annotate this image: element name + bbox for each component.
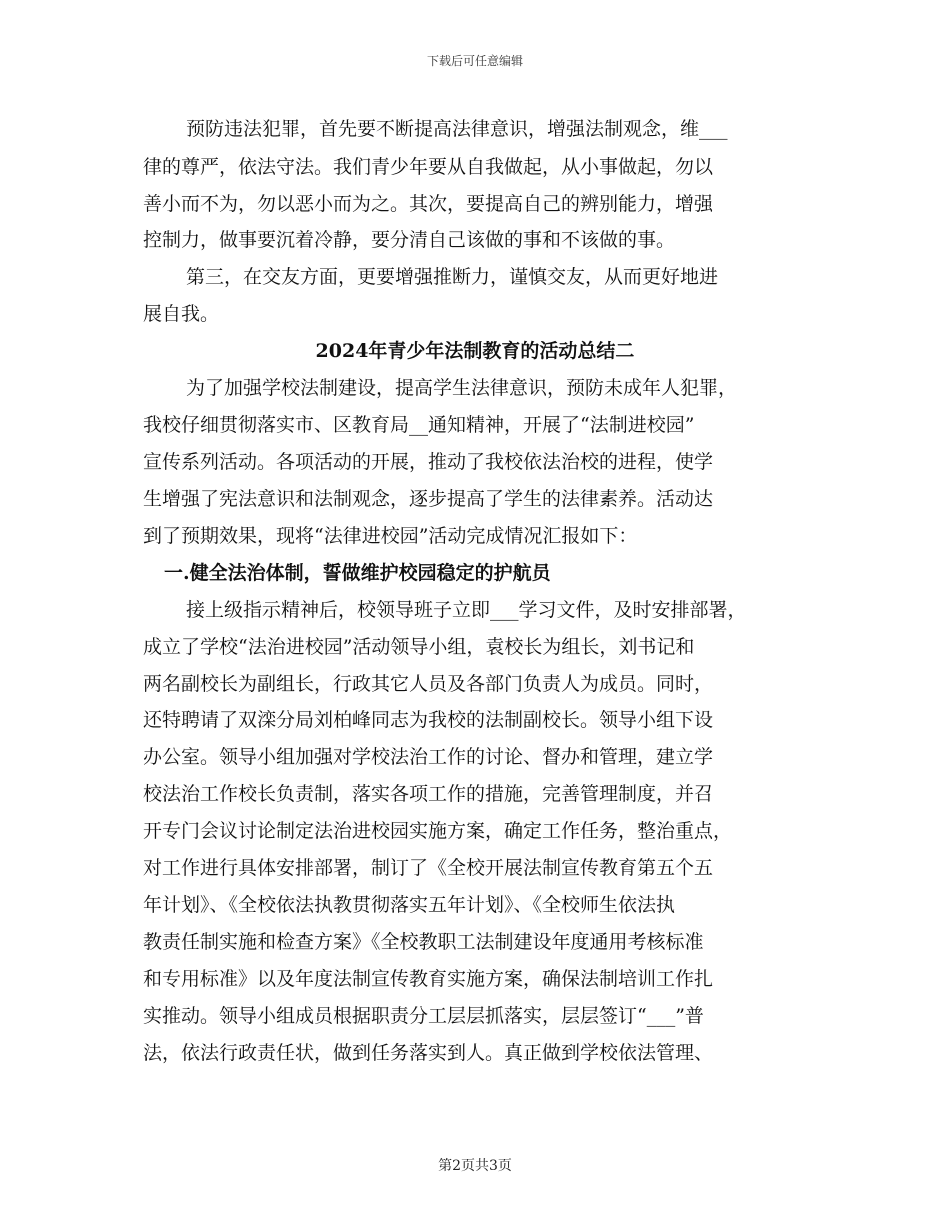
section-title: 2024年青少年法制教育的活动总结二 — [315, 340, 635, 362]
paragraph-line: 两名副校长为副组长，行政其它人员及各部门负责人为成员。同时， — [143, 673, 714, 695]
paragraph-line: 律的尊严，依法守法。我们青少年要从自我做起，从小事做起，勿以 — [143, 156, 714, 178]
paragraph-line: 控制力，做事要沉着冷静，要分清自己该做的事和不该做的事。 — [143, 229, 676, 251]
paragraph-line: 接上级指示精神后，校领导班子立即___学习文件，及时安排部署， — [186, 599, 747, 621]
paragraph-line: 第三，在交友方面，更要增强推断力，谨慎交友，从而更好地进 — [186, 266, 719, 288]
paragraph-line: 教责任制实施和检查方案》《全校教职工法制建设年度通用考核标准 — [143, 931, 704, 953]
page-header: 下载后可任意编辑 — [426, 54, 523, 68]
paragraph-line: 我校仔细贯彻落实市、区教育局__通知精神，开展了“法制进校园” — [143, 414, 695, 436]
paragraph-line: 开专门会议讨论制定法治进校园实施方案，确定工作任务，整治重点， — [143, 820, 733, 842]
paragraph-line: 还特聘请了双滦分局刘柏峰同志为我校的法制副校长。领导小组下设 — [143, 709, 714, 731]
paragraph-line: 生增强了宪法意识和法制观念，逐步提高了学生的法律素养。活动达 — [143, 488, 714, 510]
page-number: 第2页共3页 — [438, 1158, 512, 1174]
paragraph-line: 展自我。 — [143, 303, 220, 325]
paragraph-line: 到了预期效果，现将“法律进校园”活动完成情况汇报如下： — [143, 525, 638, 547]
paragraph-line: 对工作进行具体安排部署，制订了《全校开展法制宣传教育第五个五 — [143, 857, 714, 879]
paragraph-line: 预防违法犯罪，首先要不断提高法律意识，增强法制观念，维___ — [186, 118, 728, 140]
paragraph-line: 为了加强学校法制建设，提高学生法律意识，预防未成年人犯罪， — [186, 377, 738, 399]
paragraph-line: 法，依法行政责任状，做到任务落实到人。真正做到学校依法管理、 — [143, 1042, 714, 1064]
paragraph-line: 成立了学校“法治进校园”活动领导小组，袁校长为组长，刘书记和 — [143, 636, 695, 658]
paragraph-line: 和专用标准》以及年度法制宣传教育实施方案，确保法制培训工作扎 — [143, 968, 714, 990]
section-heading: 一.健全法治体制，誓做维护校园稳定的护航员 — [164, 562, 551, 584]
paragraph-line: 年计划》、《全校依法执教贯彻落实五年计划》、《全校师生依法执 — [143, 894, 676, 916]
paragraph-line: 善小而不为，勿以恶小而为之。其次，要提高自己的辨别能力，增强 — [143, 193, 714, 215]
paragraph-line: 宣传系列活动。各项活动的开展，推动了我校依法治校的进程，使学 — [143, 451, 714, 473]
paragraph-line: 办公室。领导小组加强对学校法治工作的讨论、督办和管理，建立学 — [143, 746, 714, 768]
paragraph-line: 校法治工作校长负责制，落实各项工作的措施，完善管理制度，并召 — [143, 783, 714, 805]
paragraph-line: 实推动。领导小组成员根据职责分工层层抓落实，层层签订“___”普 — [143, 1005, 704, 1027]
